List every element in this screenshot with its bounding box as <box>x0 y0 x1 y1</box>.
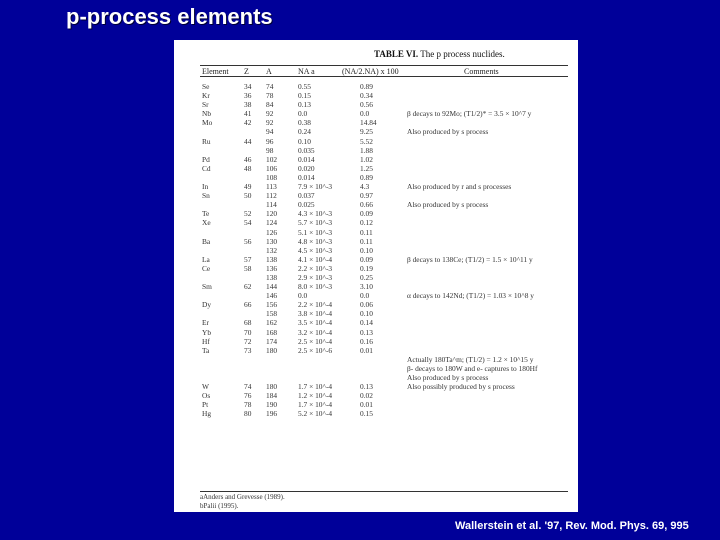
table-row <box>174 382 578 391</box>
cell-z: 52 <box>244 209 252 219</box>
slide-title: p-process elements <box>66 4 273 29</box>
cell-z: 73 <box>244 345 252 355</box>
cell-z: 66 <box>244 300 252 310</box>
cell-z: 34 <box>244 82 252 91</box>
cell-na: 5.1 × 10^-3 <box>298 227 333 237</box>
cell-z: 58 <box>244 263 252 273</box>
table-row <box>174 264 578 273</box>
cell-a: 156 <box>266 300 278 310</box>
cell-z: 46 <box>244 154 252 164</box>
cell-ratio: 0.09 <box>360 254 373 264</box>
table-body <box>174 82 578 418</box>
cell-na: 0.014 <box>298 172 315 182</box>
cell-na: 2.2 × 10^-3 <box>298 263 333 273</box>
cell-element: Nb <box>202 109 212 119</box>
cell-z: 48 <box>244 163 252 173</box>
cell-ratio: 0.01 <box>360 345 373 355</box>
cell-a: 158 <box>266 309 278 319</box>
table-row <box>174 246 578 255</box>
cell-a: 132 <box>266 245 278 255</box>
cell-na: 0.014 <box>298 154 315 164</box>
cell-na: 2.5 × 10^-6 <box>298 345 333 355</box>
table-row <box>174 218 578 227</box>
cell-ratio: 0.0 <box>360 291 370 301</box>
table-row <box>174 400 578 409</box>
cell-na: 0.13 <box>298 100 311 110</box>
cell-ratio: 0.97 <box>360 191 373 201</box>
cell-element: Er <box>202 318 209 328</box>
cell-a: 174 <box>266 336 278 346</box>
cell-na: 0.0 <box>298 109 308 119</box>
header-a: A <box>266 67 272 76</box>
table-footnotes <box>200 493 285 510</box>
cell-z: 72 <box>244 336 252 346</box>
table-row <box>174 255 578 264</box>
table-row <box>174 155 578 164</box>
cell-z: 76 <box>244 391 252 401</box>
cell-comment: Also produced by s process <box>407 127 489 137</box>
cell-na: 0.037 <box>298 191 315 201</box>
table-row <box>174 364 578 373</box>
cell-a: 138 <box>266 272 278 282</box>
table-row <box>174 209 578 218</box>
table-row <box>174 318 578 327</box>
cell-z: 68 <box>244 318 252 328</box>
table-row <box>174 100 578 109</box>
cell-a: 96 <box>266 136 274 146</box>
cell-a: 94 <box>266 127 274 137</box>
table-rule-bottom <box>200 491 568 492</box>
footnote-a: aAnders and Grevesse (1989). <box>200 493 285 501</box>
table-row <box>174 127 578 136</box>
cell-na: 5.7 × 10^-3 <box>298 218 333 228</box>
table-row <box>174 191 578 200</box>
cell-comment: α decays to 142Nd; (T1/2) = 1.03 × 10^8 y <box>407 291 534 301</box>
cell-ratio: 0.0 <box>360 109 370 119</box>
table-row <box>174 273 578 282</box>
cell-ratio: 0.16 <box>360 336 373 346</box>
table-row <box>174 391 578 400</box>
cell-element: Xe <box>202 218 211 228</box>
cell-element: Ce <box>202 263 211 273</box>
table-rule-mid <box>200 76 568 77</box>
cell-a: 124 <box>266 218 278 228</box>
cell-element: Ru <box>202 136 211 146</box>
cell-na: 0.0 <box>298 291 308 301</box>
footnote-b: bPalii (1995). <box>200 501 239 510</box>
cell-z: 38 <box>244 100 252 110</box>
cell-ratio: 0.89 <box>360 172 373 182</box>
table-row <box>174 91 578 100</box>
cell-ratio: 0.13 <box>360 382 373 392</box>
cell-ratio: 1.88 <box>360 145 373 155</box>
cell-ratio: 0.14 <box>360 318 373 328</box>
cell-element: Ba <box>202 236 211 246</box>
cell-element: Hg <box>202 409 212 419</box>
cell-comment: Also produced by s process <box>407 373 489 382</box>
cell-a: 78 <box>266 91 274 101</box>
cell-z: 78 <box>244 400 252 410</box>
cell-z: 62 <box>244 282 252 292</box>
cell-a: 136 <box>266 263 278 273</box>
cell-a: 162 <box>266 318 278 328</box>
cell-element: La <box>202 254 210 264</box>
table-caption-text: The p process nuclides. <box>418 49 505 59</box>
cell-ratio: 3.10 <box>360 282 373 292</box>
cell-ratio: 1.25 <box>360 163 373 173</box>
header-ratio: (NA/2.NA) x 100 <box>342 67 399 76</box>
cell-a: 180 <box>266 382 278 392</box>
citation: Wallerstein et al. '97, Rev. Mod. Phys. 69, 995 <box>455 520 689 532</box>
cell-ratio: 0.09 <box>360 209 373 219</box>
table-row <box>174 182 578 191</box>
cell-na: 2.5 × 10^-4 <box>298 336 333 346</box>
cell-na: 8.0 × 10^-3 <box>298 282 333 292</box>
cell-z: 49 <box>244 182 252 192</box>
cell-ratio: 0.89 <box>360 82 373 91</box>
cell-na: 0.025 <box>298 200 315 210</box>
cell-comment: Actually 180Ta^m; (T1/2) = 1.2 × 10^15 y <box>407 354 534 364</box>
cell-ratio: 0.34 <box>360 91 373 101</box>
cell-element: Pt <box>202 400 209 410</box>
cell-a: 92 <box>266 109 274 119</box>
cell-comment: β decays to 138Ce; (T1/2) = 1.5 × 10^11 y <box>407 254 533 264</box>
cell-ratio: 1.02 <box>360 154 373 164</box>
cell-ratio: 0.15 <box>360 409 373 419</box>
cell-z: 50 <box>244 191 252 201</box>
cell-element: Yb <box>202 327 212 337</box>
cell-ratio: 0.11 <box>360 227 373 237</box>
cell-z: 80 <box>244 409 252 419</box>
cell-na: 4.3 × 10^-3 <box>298 209 333 219</box>
cell-na: 4.1 × 10^-4 <box>298 254 333 264</box>
cell-na: 0.10 <box>298 136 311 146</box>
cell-ratio: 14.84 <box>360 118 377 128</box>
cell-ratio: 5.52 <box>360 136 373 146</box>
table-row <box>174 173 578 182</box>
cell-element: Sn <box>202 191 210 201</box>
table-row <box>174 409 578 418</box>
cell-ratio: 0.66 <box>360 200 373 210</box>
header-na: NA a <box>298 67 315 76</box>
cell-a: 92 <box>266 118 274 128</box>
cell-comment: β- decays to 180W and e- captures to 180Hf <box>407 363 538 373</box>
cell-na: 5.2 × 10^-4 <box>298 409 333 419</box>
cell-ratio: 9.25 <box>360 127 373 137</box>
cell-na: 1.7 × 10^-4 <box>298 382 333 392</box>
cell-element: W <box>202 382 209 392</box>
cell-element: Sm <box>202 282 212 292</box>
table-row <box>174 291 578 300</box>
cell-a: 146 <box>266 291 278 301</box>
cell-element: Te <box>202 209 210 219</box>
cell-z: 44 <box>244 136 252 146</box>
cell-z: 70 <box>244 327 252 337</box>
cell-z: 56 <box>244 236 252 246</box>
cell-z: 41 <box>244 109 252 119</box>
cell-ratio: 0.19 <box>360 263 373 273</box>
table-row <box>174 118 578 127</box>
table-row <box>174 237 578 246</box>
header-element: Element <box>202 67 229 76</box>
cell-na: 0.38 <box>298 118 311 128</box>
cell-a: 106 <box>266 163 278 173</box>
cell-na: 1.2 × 10^-4 <box>298 391 333 401</box>
cell-a: 144 <box>266 282 278 292</box>
table-row <box>174 346 578 355</box>
cell-na: 0.24 <box>298 127 311 137</box>
cell-element: Dy <box>202 300 212 310</box>
cell-a: 184 <box>266 391 278 401</box>
table-caption <box>374 49 505 59</box>
table-row <box>174 337 578 346</box>
cell-na: 4.5 × 10^-3 <box>298 245 333 255</box>
cell-ratio: 0.25 <box>360 272 373 282</box>
cell-a: 98 <box>266 145 274 155</box>
cell-na: 7.9 × 10^-3 <box>298 182 333 192</box>
cell-ratio: 0.10 <box>360 309 373 319</box>
cell-element: Pd <box>202 154 210 164</box>
table-row <box>174 373 578 382</box>
cell-a: 102 <box>266 154 278 164</box>
cell-a: 113 <box>266 182 277 192</box>
table-row <box>174 82 578 91</box>
table-row <box>174 146 578 155</box>
cell-a: 114 <box>266 200 277 210</box>
cell-na: 2.9 × 10^-3 <box>298 272 333 282</box>
table-row <box>174 355 578 364</box>
cell-element: Cd <box>202 163 211 173</box>
cell-na: 0.15 <box>298 91 311 101</box>
cell-z: 74 <box>244 382 252 392</box>
cell-a: 180 <box>266 345 278 355</box>
cell-ratio: 0.01 <box>360 400 373 410</box>
cell-z: 57 <box>244 254 252 264</box>
header-comments: Comments <box>464 67 499 76</box>
cell-na: 3.8 × 10^-4 <box>298 309 333 319</box>
cell-a: 130 <box>266 236 278 246</box>
table-image <box>174 40 578 512</box>
table-row <box>174 282 578 291</box>
cell-na: 3.5 × 10^-4 <box>298 318 333 328</box>
cell-comment: Also produced by s process <box>407 200 489 210</box>
cell-na: 1.7 × 10^-4 <box>298 400 333 410</box>
cell-a: 190 <box>266 400 278 410</box>
cell-element: Os <box>202 391 211 401</box>
cell-na: 3.2 × 10^-4 <box>298 327 333 337</box>
cell-ratio: 0.56 <box>360 100 373 110</box>
cell-z: 54 <box>244 218 252 228</box>
table-row <box>174 328 578 337</box>
cell-element: Mo <box>202 118 213 128</box>
cell-element: Se <box>202 82 210 91</box>
cell-a: 138 <box>266 254 278 264</box>
cell-ratio: 0.12 <box>360 218 373 228</box>
cell-comment: Also produced by r and s processes <box>407 182 512 192</box>
table-row <box>174 109 578 118</box>
cell-ratio: 0.11 <box>360 236 373 246</box>
table-row <box>174 309 578 318</box>
table-caption-label: TABLE VI. <box>374 49 419 59</box>
header-z: Z <box>244 67 249 76</box>
cell-a: 120 <box>266 209 278 219</box>
cell-a: 108 <box>266 172 278 182</box>
cell-ratio: 0.02 <box>360 391 373 401</box>
table-row <box>174 300 578 309</box>
cell-ratio: 0.06 <box>360 300 373 310</box>
cell-a: 168 <box>266 327 278 337</box>
cell-element: In <box>202 182 209 192</box>
cell-ratio: 0.10 <box>360 245 373 255</box>
table-row <box>174 228 578 237</box>
cell-na: 2.2 × 10^-4 <box>298 300 333 310</box>
table-row <box>174 164 578 173</box>
table-row <box>174 137 578 146</box>
cell-a: 126 <box>266 227 278 237</box>
cell-na: 0.020 <box>298 163 315 173</box>
cell-na: 4.8 × 10^-3 <box>298 236 333 246</box>
cell-ratio: 4.3 <box>360 182 370 192</box>
cell-na: 0.55 <box>298 82 311 91</box>
cell-a: 112 <box>266 191 277 201</box>
cell-ratio: 0.13 <box>360 327 373 337</box>
cell-comment: Also possibly produced by s process <box>407 382 515 392</box>
table-row <box>174 200 578 209</box>
cell-element: Ta <box>202 345 210 355</box>
cell-z: 36 <box>244 91 252 101</box>
table-rule-top <box>200 65 568 66</box>
cell-a: 196 <box>266 409 278 419</box>
cell-a: 74 <box>266 82 274 91</box>
cell-element: Kr <box>202 91 210 101</box>
cell-element: Hf <box>202 336 210 346</box>
cell-na: 0.035 <box>298 145 315 155</box>
cell-z: 42 <box>244 118 252 128</box>
cell-a: 84 <box>266 100 274 110</box>
cell-comment: β decays to 92Mo; (T1/2)* = 3.5 × 10^7 y <box>407 109 532 119</box>
cell-element: Sr <box>202 100 209 110</box>
